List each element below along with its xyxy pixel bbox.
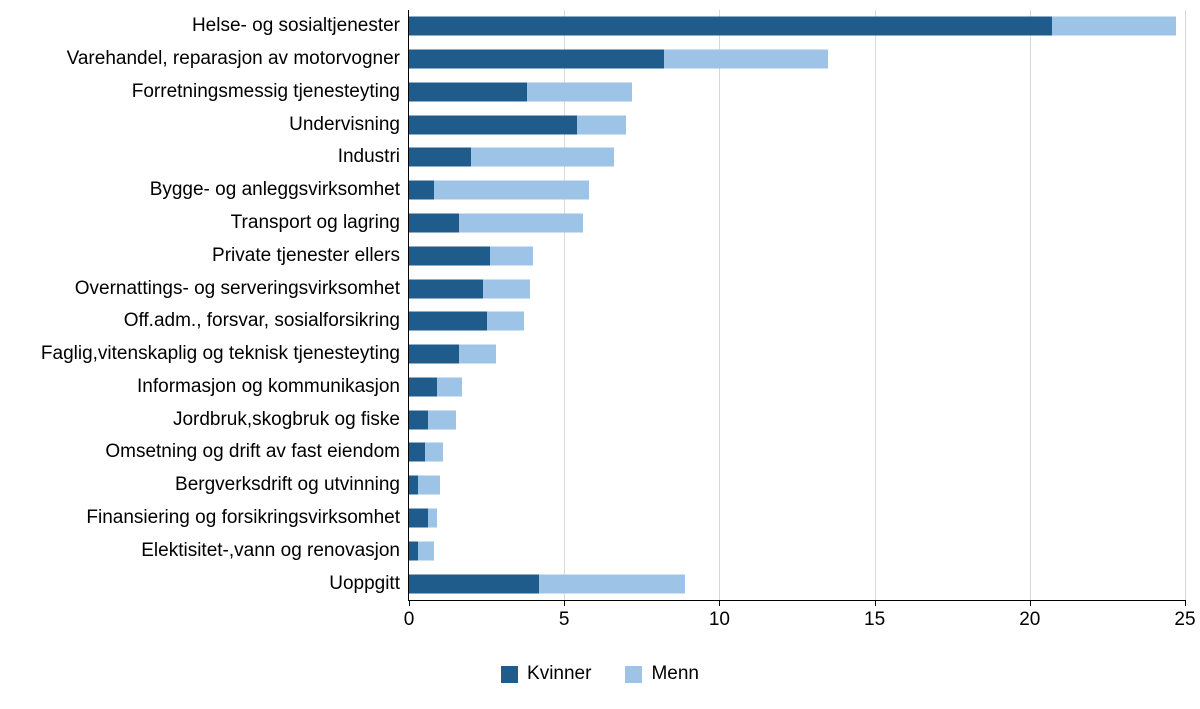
legend-item-kvinner[interactable]	[501, 663, 591, 685]
stacked-bar[interactable]	[409, 148, 614, 167]
bar-segment-kvinner[interactable]	[409, 410, 428, 429]
category-label: Undervisning	[289, 113, 400, 135]
bar-segment-menn[interactable]	[434, 181, 589, 200]
stacked-bar[interactable]	[409, 246, 533, 265]
x-tick-label: 0	[403, 609, 415, 630]
x-tick-label: 20	[1019, 609, 1041, 630]
legend-swatch-kvinner	[501, 666, 518, 683]
bar-segment-menn[interactable]	[418, 476, 440, 495]
bar-segment-menn[interactable]	[664, 50, 829, 69]
legend-item-menn[interactable]	[625, 663, 699, 685]
bar-segment-kvinner[interactable]	[409, 312, 487, 331]
bar-segment-kvinner[interactable]	[409, 476, 418, 495]
x-tick-label: 10	[708, 609, 730, 630]
bar-row	[0, 469, 1200, 502]
bar-segment-menn[interactable]	[471, 148, 614, 167]
bar-segment-menn[interactable]	[459, 214, 583, 233]
x-tick-mark	[564, 600, 565, 606]
bar-segment-kvinner[interactable]	[409, 246, 490, 265]
bar-row	[0, 534, 1200, 567]
stacked-bar[interactable]	[409, 17, 1176, 36]
bar-segment-kvinner[interactable]	[409, 377, 437, 396]
x-tick-mark	[409, 600, 410, 606]
bar-segment-menn[interactable]	[490, 246, 533, 265]
bar-row	[0, 403, 1200, 436]
bar-segment-menn[interactable]	[577, 115, 627, 134]
bar-row	[0, 207, 1200, 240]
bar-segment-kvinner[interactable]	[409, 148, 471, 167]
bar-row	[0, 239, 1200, 272]
category-label: Helse- og sosialtjenester	[191, 15, 400, 37]
stacked-bar[interactable]	[409, 574, 685, 593]
category-label: Finansiering og forsikringsvirksomhet	[86, 507, 400, 529]
category-label: Elektisitet-,vann og renovasjon	[141, 539, 400, 561]
x-tick-mark	[1030, 600, 1031, 606]
stacked-bar[interactable]	[409, 377, 462, 396]
legend-label-menn: Menn	[651, 663, 699, 684]
bar-segment-kvinner[interactable]	[409, 509, 428, 528]
x-tick-label: 15	[864, 609, 886, 630]
stacked-bar[interactable]	[409, 410, 456, 429]
bar-segment-kvinner[interactable]	[409, 345, 459, 364]
bar-segment-menn[interactable]	[437, 377, 462, 396]
legend-swatch-menn	[625, 666, 642, 683]
stacked-bar[interactable]	[409, 82, 632, 101]
category-label: Industri	[337, 146, 400, 168]
bar-segment-kvinner[interactable]	[409, 443, 425, 462]
chart-legend	[0, 663, 1200, 685]
bar-row	[0, 502, 1200, 535]
category-label: Uoppgitt	[329, 572, 400, 594]
x-tick-mark	[1185, 600, 1186, 606]
bar-segment-kvinner[interactable]	[409, 181, 434, 200]
category-label: Bergverksdrift og utvinning	[175, 474, 400, 496]
bar-row	[0, 338, 1200, 371]
stacked-bar[interactable]	[409, 214, 583, 233]
x-tick-label: 5	[558, 609, 570, 630]
bar-row	[0, 43, 1200, 76]
bar-row	[0, 436, 1200, 469]
bar-segment-menn[interactable]	[483, 279, 530, 298]
bar-segment-kvinner[interactable]	[409, 574, 539, 593]
stacked-bar[interactable]	[409, 541, 434, 560]
category-label: Omsetning og drift av fast eiendom	[105, 441, 400, 463]
x-tick-mark	[719, 600, 720, 606]
stacked-bar[interactable]	[409, 345, 496, 364]
stacked-bar[interactable]	[409, 115, 626, 134]
stacked-bar[interactable]	[409, 509, 437, 528]
x-tick-label: 25	[1174, 609, 1196, 630]
bar-segment-menn[interactable]	[527, 82, 633, 101]
bar-segment-menn[interactable]	[428, 509, 437, 528]
bar-segment-menn[interactable]	[428, 410, 456, 429]
category-label: Overnattings- og serveringsvirksomhet	[74, 277, 400, 299]
stacked-bar[interactable]	[409, 312, 524, 331]
bar-segment-kvinner[interactable]	[409, 82, 527, 101]
bar-row	[0, 76, 1200, 109]
bar-segment-menn[interactable]	[539, 574, 685, 593]
category-label: Varehandel, reparasjon av motorvogner	[66, 48, 400, 70]
stacked-bar[interactable]	[409, 181, 589, 200]
x-axis-line	[408, 600, 1185, 601]
category-label: Informasjon og kommunikasjon	[137, 375, 400, 397]
bar-segment-kvinner[interactable]	[409, 50, 664, 69]
category-label: Transport og lagring	[230, 212, 400, 234]
stacked-bar[interactable]	[409, 50, 828, 69]
bar-row	[0, 305, 1200, 338]
category-label: Off.adm., forsvar, sosialforsikring	[123, 310, 400, 332]
stacked-bar[interactable]	[409, 476, 440, 495]
bar-segment-menn[interactable]	[425, 443, 444, 462]
bar-segment-kvinner[interactable]	[409, 279, 483, 298]
bar-row	[0, 567, 1200, 600]
category-label: Forretningsmessig tjenesteyting	[131, 80, 400, 102]
bar-segment-kvinner[interactable]	[409, 214, 459, 233]
bar-row	[0, 10, 1200, 43]
bar-segment-kvinner[interactable]	[409, 115, 577, 134]
category-label: Jordbruk,skogbruk og fiske	[172, 408, 400, 430]
bar-segment-menn[interactable]	[459, 345, 496, 364]
bar-segment-menn[interactable]	[1052, 17, 1176, 36]
category-label: Faglig,vitenskaplig og teknisk tjenesteyting	[40, 343, 400, 365]
bar-segment-menn[interactable]	[487, 312, 524, 331]
category-label: Private tjenester ellers	[212, 244, 400, 266]
bar-row	[0, 141, 1200, 174]
bar-segment-menn[interactable]	[418, 541, 434, 560]
x-tick-mark	[875, 600, 876, 606]
legend-label-kvinner: Kvinner	[527, 663, 592, 684]
stacked-bar[interactable]	[409, 443, 443, 462]
bar-row	[0, 174, 1200, 207]
bar-row	[0, 371, 1200, 404]
stacked-bar[interactable]	[409, 279, 530, 298]
bar-segment-kvinner[interactable]	[409, 541, 418, 560]
bar-row	[0, 272, 1200, 305]
category-label: Bygge- og anleggsvirksomhet	[149, 179, 400, 201]
bar-segment-kvinner[interactable]	[409, 17, 1052, 36]
bar-row	[0, 108, 1200, 141]
